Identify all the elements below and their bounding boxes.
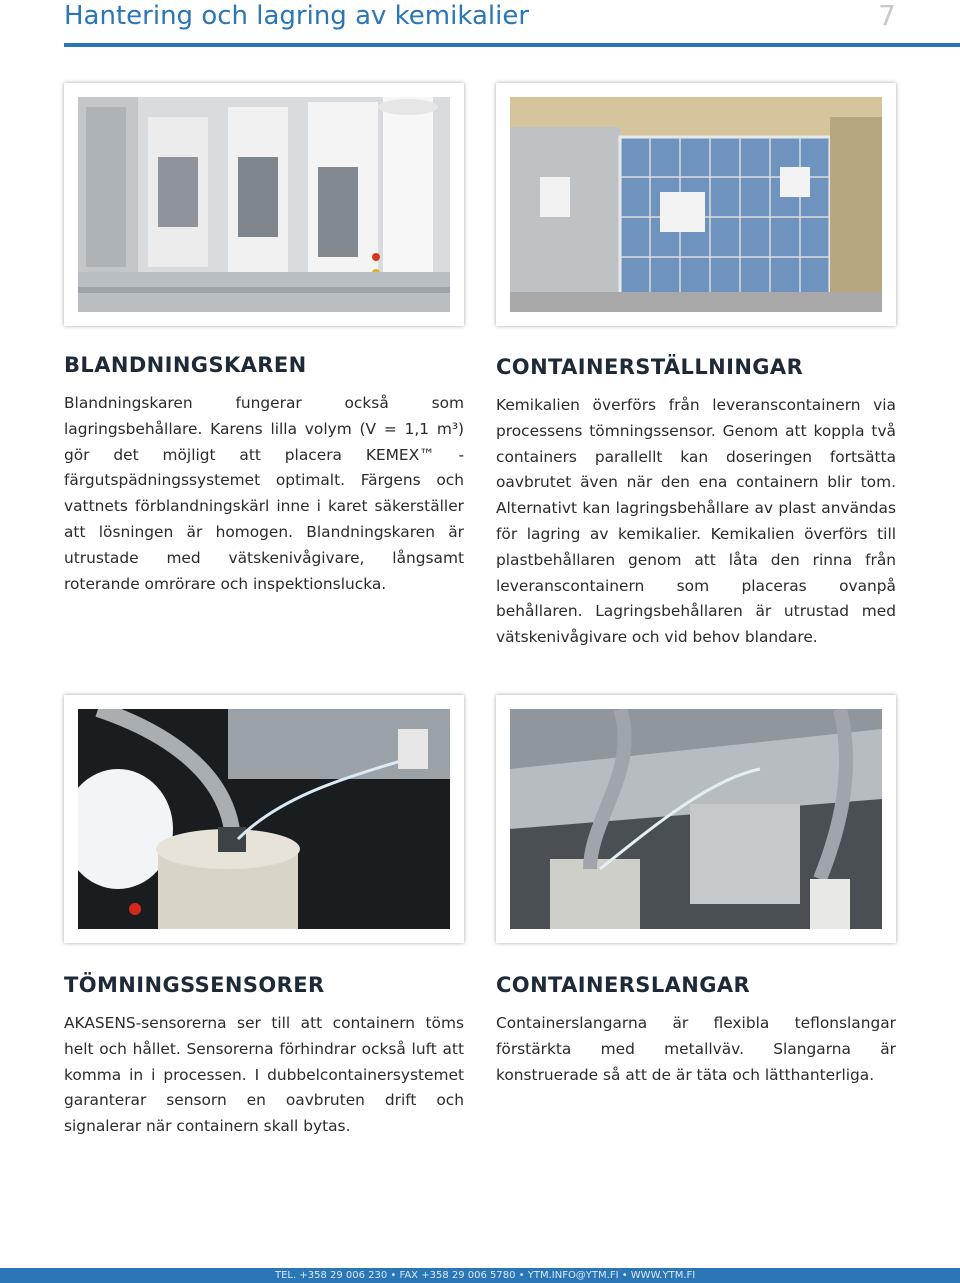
section-body: Containerslangarna är flexibla teflonslangar förstärkta med metallväv. Slangarna är konstruerade så att de är täta och lätthanterliga. bbox=[496, 1014, 896, 1084]
section-heading: TÖMNINGSSENSORER bbox=[64, 973, 325, 997]
section-heading: CONTAINERSTÄLLNINGAR bbox=[496, 355, 804, 379]
mixing-tanks-image bbox=[78, 97, 450, 312]
section-body: Kemikalien överförs från leveranscontainern via processens tömningssensor. Genom att koppla två containers parallellt kan doseringen fortsätta oavbrutet även när den ena containern blir tom. Alternativt kan lagringsbehållare av plast användas för lagring av kemikalier. Kemikalien överförs till plastbehållaren genom att låta den rinna från leveranscontainern som placeras ovanpå behållaren. Lagringsbehållaren är utrustad med vätskenivågivare och vid behov blandare. bbox=[496, 396, 896, 647]
header-rule bbox=[64, 43, 960, 47]
footer-contact: TEL. +358 29 006 230 • FAX +358 29 006 5780 • YTM.INFO@YTM.FI • WWW.YTM.FI bbox=[275, 1270, 696, 1281]
photo-container-hoses bbox=[496, 695, 896, 943]
section-containerslangar bbox=[496, 971, 896, 1088]
section-body: AKASENS-sensorerna ser till att containern töms helt och hållet. Sensorerna förhindrar också luft att komma in i processen. I dubbelcontainersystemet garanterar sensorn en oavbruten drift och signalerar när containern skall bytas. bbox=[64, 1014, 464, 1136]
section-body: Blandningskaren fungerar också som lagringsbehållare. Karens lilla volym (V = 1,1 m³) gör det möjligt att placera KEMEX™ -färgutspädningssystemet optimalt. Färgens och vattnets förblandningskärl inne i karet säkerställer att lösningen är homogen. Blandningskaren är utrustade med vätskenivågivare, långsamt roterande omrörare och inspektionslucka. bbox=[64, 394, 464, 593]
photo-mixing-tanks bbox=[64, 83, 464, 326]
section-blandningskaren bbox=[64, 351, 464, 597]
page-title: Hantering och lagring av kemikalier bbox=[64, 1, 530, 31]
section-heading: BLANDNINGSKAREN bbox=[64, 353, 307, 377]
container-racks-image bbox=[510, 97, 882, 312]
photo-container-racks bbox=[496, 83, 896, 326]
section-containerstallningar bbox=[496, 353, 896, 651]
photo-emptying-sensor bbox=[64, 695, 464, 943]
emptying-sensor-image bbox=[78, 709, 450, 929]
section-heading: CONTAINERSLANGAR bbox=[496, 973, 751, 997]
page-number: 7 bbox=[878, 0, 896, 32]
section-tomningssensorer bbox=[64, 971, 464, 1140]
container-hoses-image bbox=[510, 709, 882, 929]
